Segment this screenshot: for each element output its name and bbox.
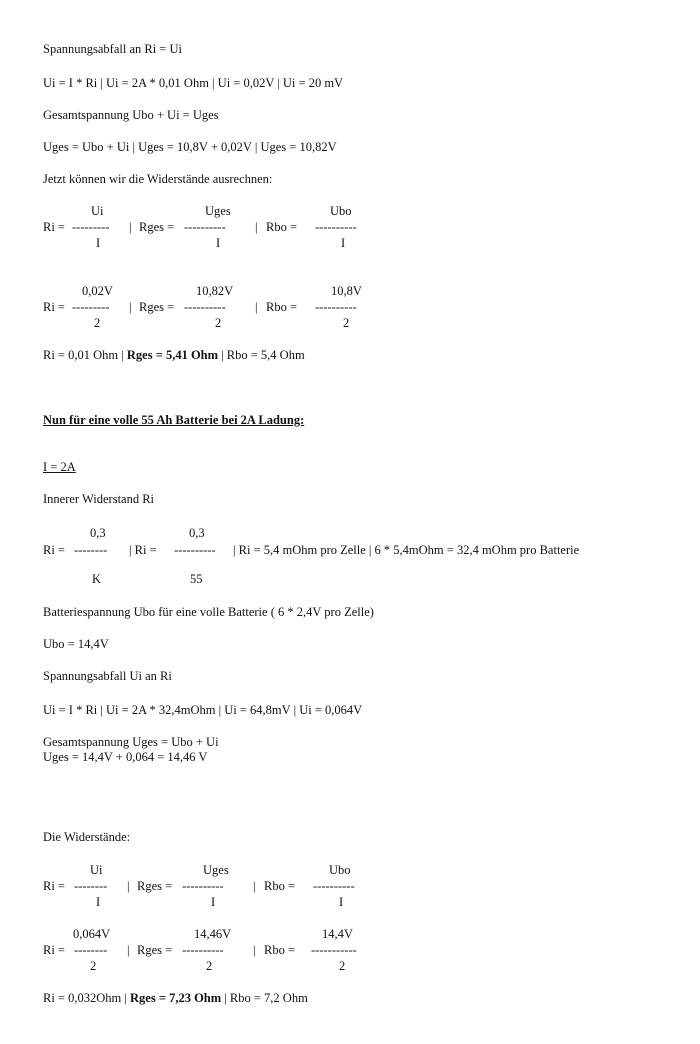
result-rbo: | Rbo = 5,4 Ohm [221,348,305,362]
fraction-bar: -------- [74,943,108,957]
separator: | [255,220,258,234]
separator: | [127,879,130,893]
fraction-numerator: 10,8V [331,284,362,298]
text-line: Ubo = 14,4V [43,637,109,651]
fraction-denominator: 2 [343,316,350,330]
formula-label: | Ri = [129,543,157,557]
separator: | [129,300,132,314]
text-line: Die Widerstände: [43,830,131,844]
fraction-bar: ---------- [184,220,226,234]
fraction-bar: --------- [72,300,110,314]
fraction-bar: ----------- [311,943,357,957]
fraction-denominator: I [96,236,101,250]
result-rbo: | Rbo = 7,2 Ohm [224,991,308,1005]
formula-label: Ri = [43,879,65,893]
fraction-denominator: I [339,895,344,909]
formula-label: Rges = [137,943,173,957]
text-line: Ui = I * Ri | Ui = 2A * 0,01 Ohm | Ui = 0,02V | Ui = 20 mV [43,76,344,90]
result-rges: Rges = 5,41 Ohm [126,348,219,362]
formula-label: Rbo = [264,943,296,957]
fraction-numerator: Uges [203,863,229,877]
fraction-denominator: I [96,895,101,909]
separator: | [253,943,256,957]
fraction-denominator: I [216,236,221,250]
fraction-numerator: 14,46V [194,927,232,941]
fraction-bar: ---------- [184,300,226,314]
formula-label: Rges = [139,300,175,314]
fraction-numerator: Ui [90,863,103,877]
formula-label: Rbo = [266,220,298,234]
fraction-numerator: Ubo [330,204,352,218]
result-rges: Rges = 7,23 Ohm [130,991,222,1005]
fraction-numerator: Ubo [329,863,351,877]
separator: | [253,879,256,893]
text-line: Gesamtspannung Ubo + Ui = Uges [43,108,219,122]
formula-label: Ri = [43,220,65,234]
section-heading: Nun für eine volle 55 Ah Batterie bei 2A Ladung: [43,413,305,427]
result-ri: Ri = 0,01 Ohm | [43,348,124,362]
fraction-bar: -------- [74,543,108,557]
text-line: | Ri = 5,4 mOhm pro Zelle | 6 * 5,4mOhm = 32,4 mOhm pro Batterie [233,543,580,557]
separator: | [255,300,258,314]
formula-label: Rges = [137,879,173,893]
formula-label: Ri = [43,543,65,557]
fraction-denominator: I [341,236,346,250]
fraction-numerator: 10,82V [196,284,234,298]
text-line: Jetzt können wir die Widerstände ausrechnen: [43,172,273,186]
fraction-denominator: I [211,895,216,909]
separator: | [129,220,132,234]
fraction-bar: -------- [74,879,108,893]
separator: | [127,943,130,957]
text-line: Uges = 14,4V + 0,064 = 14,46 V [43,750,208,764]
fraction-denominator: K [92,572,102,586]
result-ri: Ri = 0,032Ohm | [43,991,127,1005]
formula-label: Ri = [43,943,65,957]
text-line: Spannungsabfall an Ri = Ui [43,42,182,56]
fraction-numerator: 0,02V [82,284,113,298]
formula-label: Rbo = [264,879,296,893]
fraction-bar: ---------- [174,543,216,557]
result-line [43,991,308,1006]
formula-label: Ri = [43,300,65,314]
text-line: Batteriespannung Ubo für eine volle Batterie ( 6 * 2,4V pro Zelle) [43,605,374,619]
fraction-numerator: 0,3 [90,526,106,540]
fraction-numerator: Uges [205,204,231,218]
fraction-denominator: 2 [215,316,222,330]
fraction-denominator: 2 [94,316,101,330]
text-line: I = 2A [43,460,76,474]
fraction-denominator: 55 [190,572,203,586]
text-line: Ui = I * Ri | Ui = 2A * 32,4mOhm | Ui = 64,8mV | Ui = 0,064V [43,703,363,717]
fraction-bar: --------- [72,220,110,234]
fraction-denominator: 2 [339,959,346,973]
fraction-bar: ---------- [315,300,357,314]
fraction-bar: ---------- [315,220,357,234]
fraction-numerator: 0,064V [73,927,111,941]
fraction-numerator: 14,4V [322,927,353,941]
fraction-bar: ---------- [182,879,224,893]
formula-label: Rges = [139,220,175,234]
fraction-bar: ---------- [182,943,224,957]
result-line [43,348,305,363]
text-line: Spannungsabfall Ui an Ri [43,669,172,683]
fraction-numerator: 0,3 [189,526,205,540]
formula-label: Rbo = [266,300,298,314]
fraction-numerator: Ui [91,204,104,218]
fraction-denominator: 2 [90,959,97,973]
text-line: Gesamtspannung Uges = Ubo + Ui [43,735,219,749]
text-line: Innerer Widerstand Ri [43,492,155,506]
text-line: Uges = Ubo + Ui | Uges = 10,8V + 0,02V | Uges = 10,82V [43,140,337,154]
fraction-denominator: 2 [206,959,213,973]
fraction-bar: ---------- [313,879,355,893]
